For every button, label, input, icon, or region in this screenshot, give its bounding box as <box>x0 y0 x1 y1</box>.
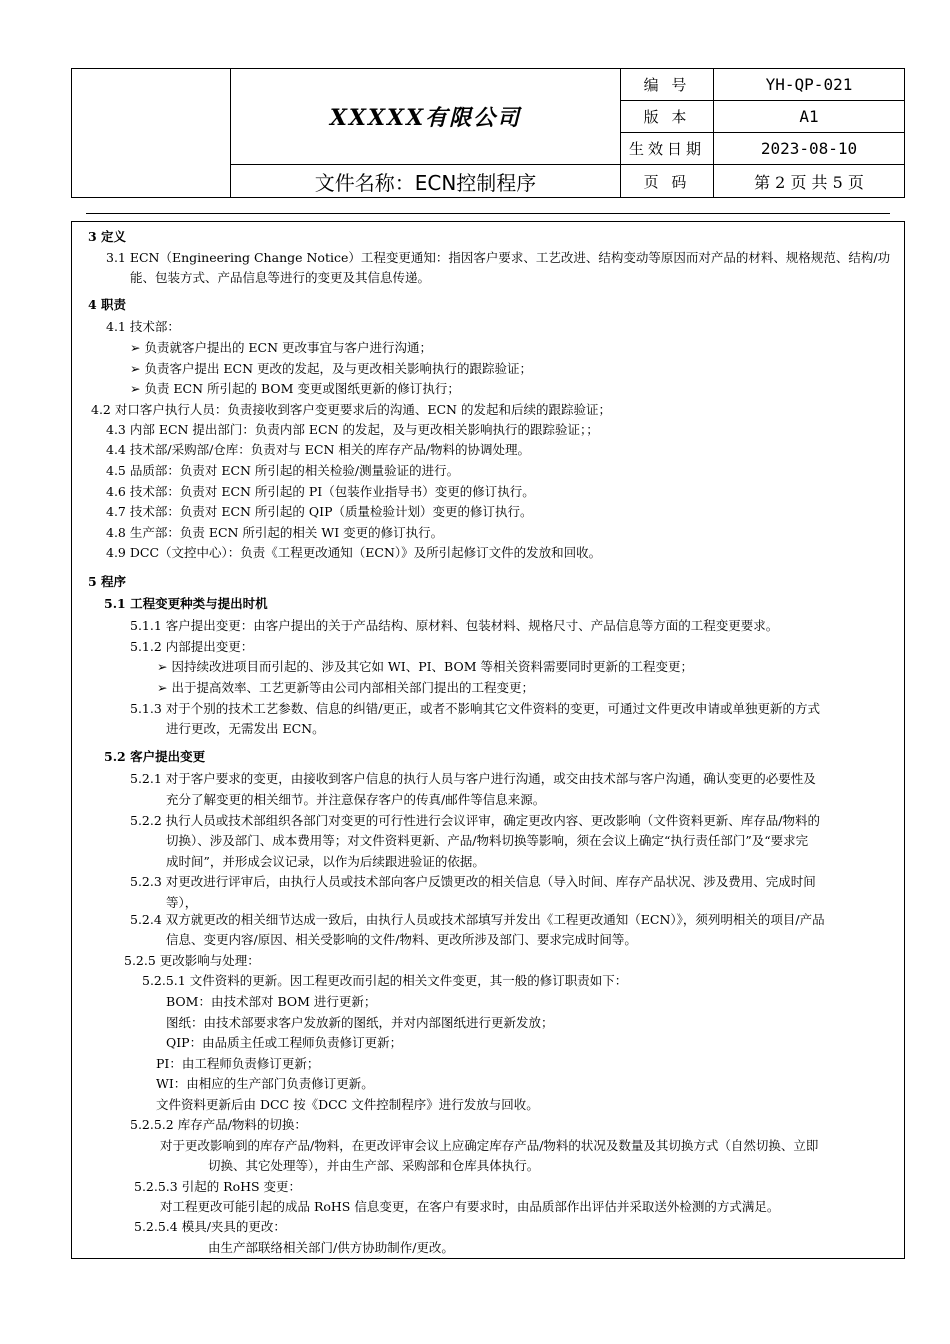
text-line: 充分了解变更的相关细节。并注意保存客户的传真/邮件等信息来源。 <box>166 792 546 807</box>
header-divider <box>86 213 890 214</box>
page-label: 页 码 <box>621 165 714 198</box>
document-header-table <box>71 68 905 198</box>
text-line: 进行更改，无需发出 ECN。 <box>166 721 325 736</box>
text-line: QIP：由品质主任或工程师负责修订更新； <box>166 1035 403 1050</box>
company-name: XXXXX有限公司 <box>231 69 621 165</box>
section-heading: 3 定义 <box>88 229 127 244</box>
page-number: 第 2 页 共 5 页 <box>714 165 905 198</box>
text-line: 4.7 技术部：负责对 ECN 所引起的 QIP（质量检验计划）变更的修订执行。 <box>106 504 533 519</box>
text-line: 能、包装方式、产品信息等进行的变更及其信息传递。 <box>130 270 431 285</box>
text-line: 5.2.5 更改影响与处理： <box>124 953 260 968</box>
logo-cell <box>72 69 231 198</box>
text-line: 5.1.3 对于个别的技术工艺参数、信息的纠错/更正，或者不影响其它文件资料的变更，可通过文件更改申请或单独更新的方式 <box>130 701 820 716</box>
text-line: 5.1.1 客户提出变更：由客户提出的关于产品结构、原材料、包装材料、规格尺寸、产品信息等方面的工程变更要求。 <box>130 618 779 633</box>
text-line: 4.4 技术部/采购部/仓库：负责对与 ECN 相关的库存产品/物料的协调处理。 <box>106 442 531 457</box>
text-line: 5.2.5.1 文件资料的更新。因工程更改而引起的相关文件变更，其一般的修订职责如下： <box>142 973 628 988</box>
text-line: 切换）、涉及部门、成本费用等；对文件资料更新、产品/物料切换等影响，须在会议上确定“执行责任部门”及“要求完 <box>166 833 809 848</box>
text-line: 4.6 技术部：负责对 ECN 所引起的 PI（包装作业指导书）变更的修订执行。 <box>106 484 535 499</box>
section-heading: 4 职责 <box>88 297 127 312</box>
text-line: PI：由工程师负责修订更新； <box>156 1056 320 1071</box>
bullet-item: ➢ 负责客户提出 ECN 更改的发起，及与更改相关影响执行的跟踪验证； <box>130 361 533 376</box>
text-line: 5.2.1 对于客户要求的变更，由接收到客户信息的执行人员与客户进行沟通，或交由技术部与客户沟通，确认变更的必要性及 <box>130 771 816 786</box>
text-line: 4.5 品质部：负责对 ECN 所引起的相关检验/测量验证的进行。 <box>106 463 460 478</box>
text-line: 4.2 对口客户执行人员：负责接收到客户变更要求后的沟通、ECN 的发起和后续的跟踪验证； <box>91 402 611 417</box>
text-line: 4.1 技术部： <box>106 319 180 334</box>
version-value: A1 <box>714 101 905 133</box>
doc-number-label: 编 号 <box>621 69 714 101</box>
text-line: 5.1.2 内部提出变更： <box>130 639 254 654</box>
text-line: 切换、其它处理等），并由生产部、采购部和仓库具体执行。 <box>208 1158 540 1173</box>
text-line: 5.2.3 对更改进行评审后，由执行人员或技术部向客户反馈更改的相关信息（导入时间、库存产品状况、涉及费用、完成时间 <box>130 874 816 889</box>
text-line: 成时间”，并形成会议记录，以作为后续跟进验证的依据。 <box>166 854 485 869</box>
text-line: BOM：由技术部对 BOM 进行更新； <box>166 994 377 1009</box>
text-line: 图纸：由技术部要求客户发放新的图纸，并对内部图纸进行更新发放； <box>166 1015 554 1030</box>
text-line: 对于更改影响到的库存产品/物料，在更改评审会议上应确定库存产品/物料的状况及数量及其切换方式（自然切换、立即 <box>160 1138 819 1153</box>
bullet-item: ➢ 负责 ECN 所引起的 BOM 变更或图纸更新的修订执行； <box>130 381 460 396</box>
effective-date-label: 生效日期 <box>621 133 714 165</box>
text-line: 4.3 内部 ECN 提出部门：负责内部 ECN 的发起，及与更改相关影响执行的跟踪验证；； <box>106 422 599 437</box>
text-line: 4.9 DCC（文控中心）：负责《工程更改通知（ECN）》及所引起修订文件的发放和回收。 <box>106 545 602 560</box>
text-line: 信息、变更内容/原因、相关受影响的文件/物料、更改所涉及部门、要求完成时间等。 <box>166 932 637 947</box>
bullet-item: ➢ 负责就客户提出的 ECN 更改事宜与客户进行沟通； <box>130 340 433 355</box>
document-title: 文件名称：ECN控制程序 <box>231 165 621 198</box>
subsection-heading: 5.2 客户提出变更 <box>104 749 206 764</box>
version-label: 版 本 <box>621 101 714 133</box>
text-line: 5.2.5.4 模具/夹具的更改： <box>134 1219 286 1234</box>
subsection-heading: 5.1 工程变更种类与提出时机 <box>104 596 268 611</box>
text-line: 等）， <box>166 895 198 910</box>
text-line: 4.8 生产部：负责 ECN 所引起的相关 WI 变更的修订执行。 <box>106 525 444 540</box>
text-line: 5.2.4 双方就更改的相关细节达成一致后，由执行人员或技术部填写并发出《工程更改通知（ECN）》，须列明相关的项目/产品 <box>130 912 825 927</box>
bullet-item: ➢ 出于提高效率、工艺更新等由公司内部相关部门提出的工程变更； <box>157 680 534 695</box>
doc-number-value: YH-QP-021 <box>714 69 905 101</box>
text-line: 文件资料更新后由 DCC 按《DCC 文件控制程序》进行发放与回收。 <box>156 1097 539 1112</box>
bullet-item: ➢ 因持续改进项目而引起的、涉及其它如 WI、PI、BOM 等相关资料需要同时更新的工程变更； <box>157 659 693 674</box>
effective-date-value: 2023-08-10 <box>714 133 905 165</box>
text-line: 5.2.2 执行人员或技术部组织各部门对变更的可行性进行会议评审，确定更改内容、更改影响（文件资料更新、库存品/物料的 <box>130 813 820 828</box>
text-line: 3.1 ECN（Engineering Change Notice）工程变更通知：指因客户要求、工艺改进、结构变动等原因而对产品的材料、规格规范、结构/功 <box>106 250 891 265</box>
text-line: 对工程更改可能引起的成品 RoHS 信息变更，在客户有要求时，由品质部作出评估并采取送外检测的方式满足。 <box>160 1199 780 1214</box>
text-line: WI：由相应的生产部门负责修订更新。 <box>156 1076 374 1091</box>
section-heading: 5 程序 <box>88 574 127 589</box>
text-line: 5.2.5.2 库存产品/物料的切换： <box>130 1117 307 1132</box>
text-line: 由生产部联络相关部门/供方协助制作/更改。 <box>208 1240 454 1255</box>
text-line: 5.2.5.3 引起的 RoHS 变更： <box>134 1179 302 1194</box>
